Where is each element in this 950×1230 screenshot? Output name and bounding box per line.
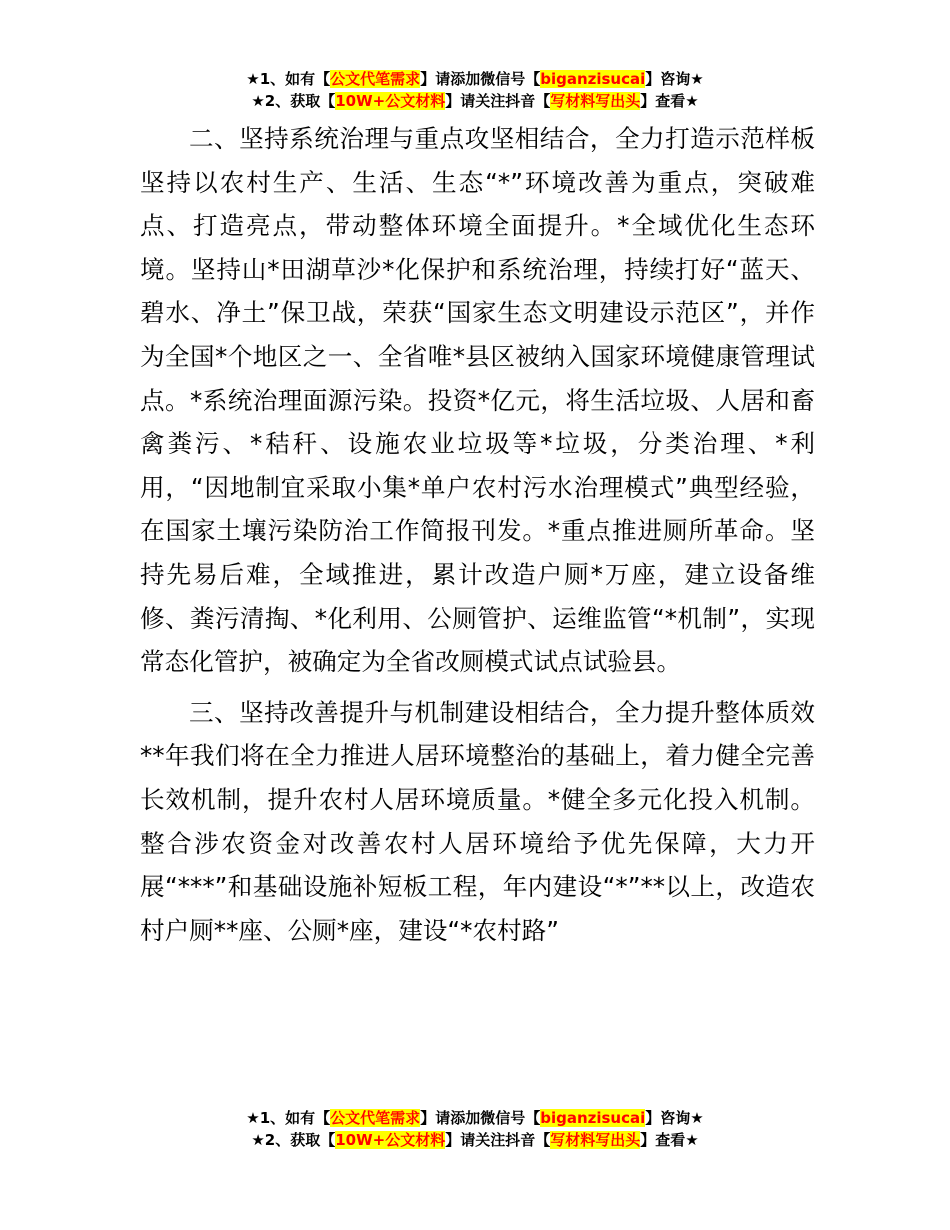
footer-line-2-prefix: ★2、获取【 [251, 1131, 336, 1149]
banner-line-1 [0, 68, 950, 90]
footer-banner [0, 1107, 950, 1151]
footer-line-1-middle: 】请添加微信号【 [420, 1109, 541, 1127]
banner-line-2-suffix: 】查看★ [640, 92, 699, 110]
banner-line-2-middle: 】请关注抖音【 [445, 92, 551, 110]
banner-line-2-prefix: ★2、获取【 [251, 92, 336, 110]
footer-banner-line-1 [0, 1107, 950, 1129]
footer-line-1-prefix: ★1、如有【 [246, 1109, 331, 1127]
paragraph-section-three: 三、坚持改善提升与机制建设相结合，全力提升整体质效**年我们将在全力推进人居环境整治的基础上，着力健全完善长效机制，提升农村人居环境质量。*健全多元化投入机制。整合涉农资金对改善农村人居环境给予优先保障，大力开展“***”和基础设施补短板工程，年内建设“*”**以上，改造农村户厕**座、公厕*座，建设“*农村路” [140, 697, 815, 945]
banner-line-1-highlight-service: 公文代笔需求 [330, 70, 421, 88]
footer-banner-line-2 [0, 1129, 950, 1151]
document-body [140, 117, 815, 952]
footer-line-2-highlight-douyin: 写材料写出头 [550, 1131, 641, 1149]
footer-line-2-suffix: 】查看★ [640, 1131, 699, 1149]
footer-line-2-middle: 】请关注抖音【 [445, 1131, 551, 1149]
banner-line-1-prefix: ★1、如有【 [246, 70, 331, 88]
footer-line-1-suffix: 】咨询★ [645, 1109, 704, 1127]
header-banner [0, 68, 950, 112]
footer-line-2-highlight-materials: 10W+公文材料 [335, 1131, 446, 1149]
banner-line-1-highlight-wechat: biganzisucai [540, 70, 646, 88]
banner-line-1-suffix: 】咨询★ [645, 70, 704, 88]
footer-line-1-highlight-service: 公文代笔需求 [330, 1109, 421, 1127]
banner-line-2-highlight-douyin: 写材料写出头 [550, 92, 641, 110]
paragraph-section-two: 二、坚持系统治理与重点攻坚相结合，全力打造示范样板坚持以农村生产、生活、生态“*”环境改善为重点，突破难点、打造亮点，带动整体环境全面提升。*全域优化生态环境。坚持山*田湖草沙*化保护和系统治理，持续打好“蓝天、碧水、净土”保卫战，荣获“国家生态文明建设示范区”，并作为全国*个地区之一、全省唯*县区被纳入国家环境健康管理试点。*系统治理面源污染。投资*亿元，将生活垃圾、人居和畜禽粪污、*秸秆、设施农业垃圾等*垃圾，分类治理、*利用，“因地制宜采取小集*单户农村污水治理模式”典型经验，在国家土壤污染防治工作简报刊发。*重点推进厕所革命。坚持先易后难，全域推进，累计改造户厕*万座，建立设备维修、粪污清掏、*化利用、公厕管护、运维监管“*机制”，实现常态化管护，被确定为全省改厕模式试点试验县。 [140, 124, 815, 677]
banner-line-1-middle: 】请添加微信号【 [420, 70, 541, 88]
footer-line-1-highlight-wechat: biganzisucai [540, 1109, 646, 1127]
banner-line-2-highlight-materials: 10W+公文材料 [335, 92, 446, 110]
banner-line-2 [0, 90, 950, 112]
